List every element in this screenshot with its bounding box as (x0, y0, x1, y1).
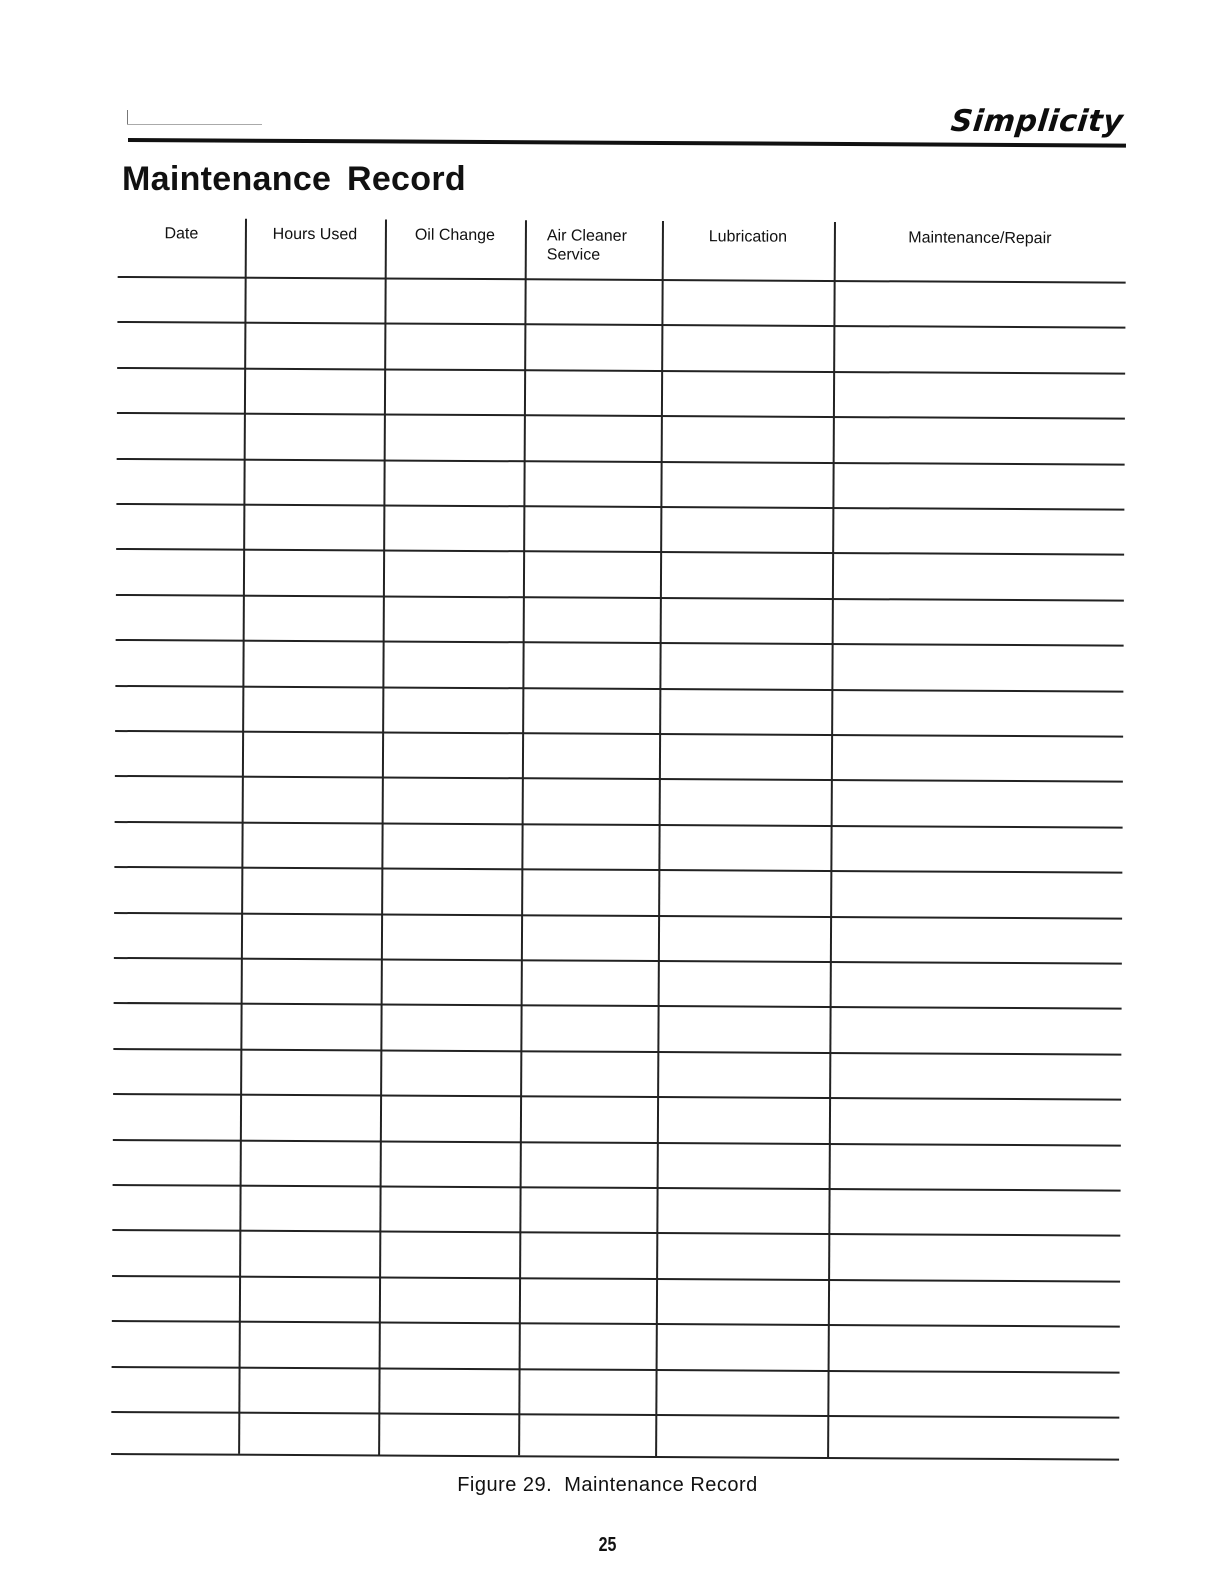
row-line (115, 685, 1123, 692)
row-line (114, 957, 1122, 964)
row-line (117, 321, 1125, 328)
page-number: 25 (598, 1534, 617, 1556)
row-line (115, 775, 1123, 782)
row-line (113, 1184, 1121, 1191)
header-margin-mark (127, 110, 128, 124)
header-faint-line (127, 124, 262, 125)
brand-logo: Simplicity (949, 104, 1125, 139)
row-line (117, 412, 1125, 419)
table-bottom-line (111, 1453, 1119, 1460)
column-divider (238, 219, 246, 1454)
column-header-date: Date (164, 225, 199, 243)
row-line (113, 1093, 1121, 1100)
figure-caption (0, 1474, 1215, 1497)
column-header-maintenance-repair: Maintenance/Repair (908, 229, 1052, 248)
row-line (115, 821, 1123, 828)
row-line (112, 1275, 1120, 1282)
figure-number: Figure 29. (457, 1474, 553, 1496)
row-line (111, 1411, 1119, 1418)
row-line (112, 1320, 1120, 1327)
row-line (117, 458, 1125, 465)
row-line (116, 548, 1124, 555)
column-divider (378, 219, 386, 1454)
row-line (112, 1366, 1120, 1373)
figure-title: Maintenance Record (564, 1474, 758, 1496)
header-rule (128, 138, 1126, 148)
row-line (115, 730, 1123, 737)
row-line (117, 367, 1125, 374)
maintenance-record-table (111, 218, 1126, 1469)
column-divider (827, 222, 835, 1457)
row-line (116, 594, 1124, 601)
row-line (114, 1002, 1122, 1009)
column-divider (655, 221, 663, 1456)
column-header-oil-change: Oil Change (414, 226, 495, 245)
column-header-hours-used: Hours Used (272, 225, 358, 244)
row-line (112, 1229, 1120, 1236)
row-line (113, 1139, 1121, 1146)
row-line (114, 866, 1122, 873)
page-title: Maintenance Record (122, 160, 466, 198)
row-line (114, 912, 1122, 919)
column-header-air-cleaner-service: Air Cleaner Service (546, 227, 627, 264)
row-line (116, 503, 1124, 510)
column-header-lubrication: Lubrication (708, 228, 788, 246)
row-line (116, 639, 1124, 646)
column-divider (518, 220, 526, 1455)
row-line (113, 1048, 1121, 1055)
